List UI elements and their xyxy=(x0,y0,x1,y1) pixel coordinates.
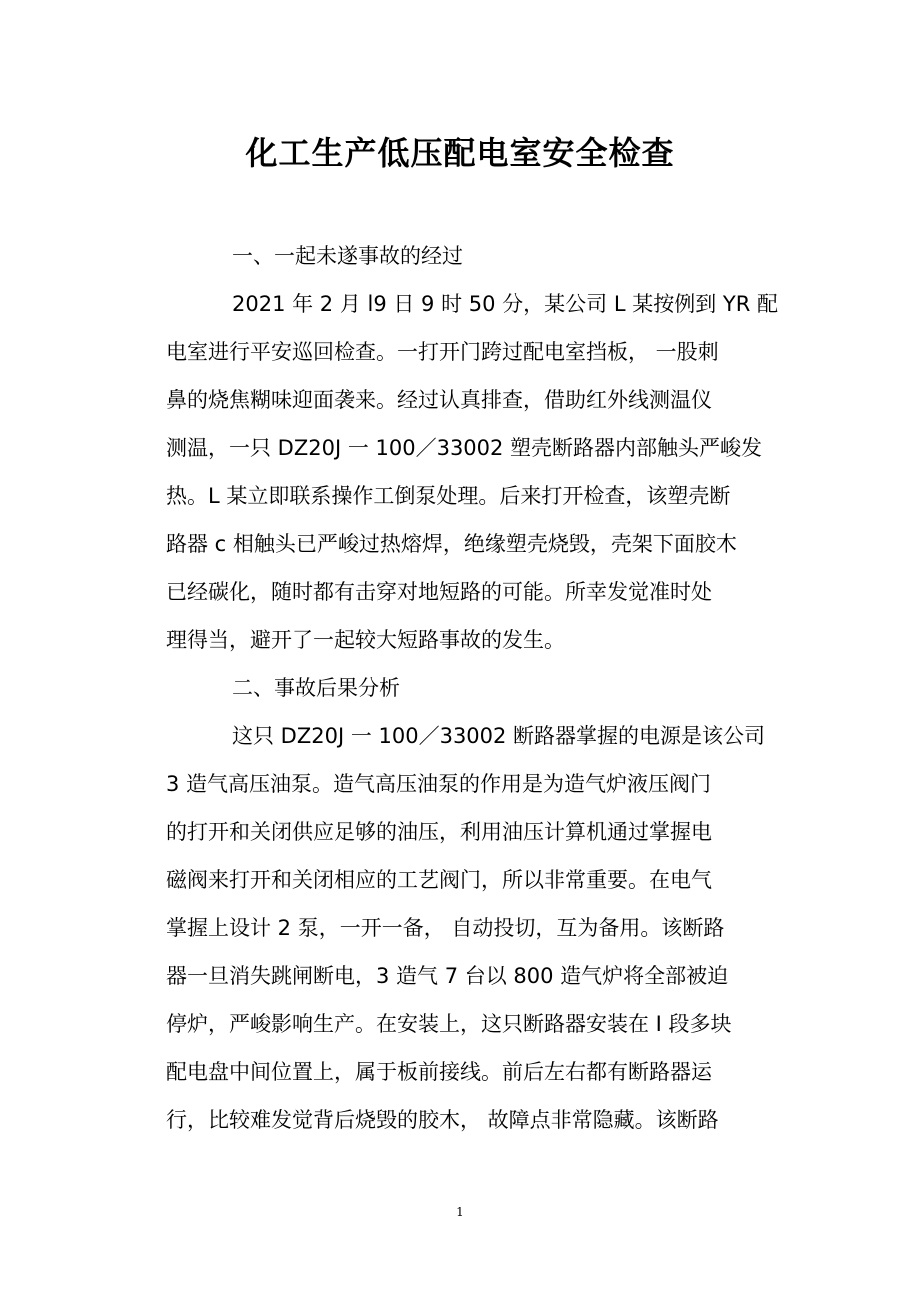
page-title: 化工生产低压配电室安全检查 xyxy=(245,134,675,172)
paragraph-line: 路器 c 相触头已严峻过热熔焊，绝缘塑壳烧毁，壳架下面胶木 xyxy=(166,532,737,556)
paragraph-line: 2021 年 2 月 l9 日 9 时 50 分，某公司 L 某按例到 YR 配 xyxy=(232,292,778,316)
section-heading: 一、一起未遂事故的经过 xyxy=(232,244,463,268)
paragraph-line: 热。L 某立即联系操作工倒泵处理。后来打开检查，该塑壳断 xyxy=(166,484,731,508)
page-number: 1 xyxy=(456,1205,464,1219)
section-heading: 二、事故后果分析 xyxy=(232,676,400,700)
paragraph-line: 行，比较难发觉背后烧毁的胶木， 故障点非常隐藏。该断路 xyxy=(166,1108,719,1132)
paragraph-line: 3 造气高压油泵。造气高压油泵的作用是为造气炉液压阀门 xyxy=(166,772,712,796)
paragraph-line: 器一旦消失跳闸断电，3 造气 7 台以 800 造气炉将全部被迫 xyxy=(166,964,729,988)
paragraph-line: 理得当，避开了一起较大短路事故的发生。 xyxy=(166,628,565,652)
paragraph-line: 停炉，严峻影响生产。在安装上，这只断路器安装在 I 段多块 xyxy=(166,1012,732,1036)
paragraph-line: 已经碳化，随时都有击穿对地短路的可能。所幸发觉准时处 xyxy=(166,580,712,604)
paragraph-line: 磁阀来打开和关闭相应的工艺阀门，所以非常重要。在电气 xyxy=(166,868,712,892)
paragraph-line: 的打开和关闭供应足够的油压，利用油压计算机通过掌握电 xyxy=(166,820,712,844)
paragraph-line: 鼻的烧焦糊味迎面袭来。经过认真排查，借助红外线测温仪 xyxy=(166,388,712,412)
paragraph-line: 测温，一只 DZ20J 一 100／33002 塑壳断路器内部触头严峻发 xyxy=(166,436,763,460)
paragraph-line: 配电盘中间位置上，属于板前接线。前后左右都有断路器运 xyxy=(166,1060,712,1084)
paragraph-line: 电室进行平安巡回检查。一打开门跨过配电室挡板， 一股刺 xyxy=(166,340,719,364)
document-body xyxy=(166,232,778,1144)
paragraph-line: 这只 DZ20J 一 100／33002 断路器掌握的电源是该公司 xyxy=(232,724,766,748)
paragraph-line: 掌握上设计 2 泵，一开一备， 自动投切，互为备用。该断路 xyxy=(166,916,725,940)
